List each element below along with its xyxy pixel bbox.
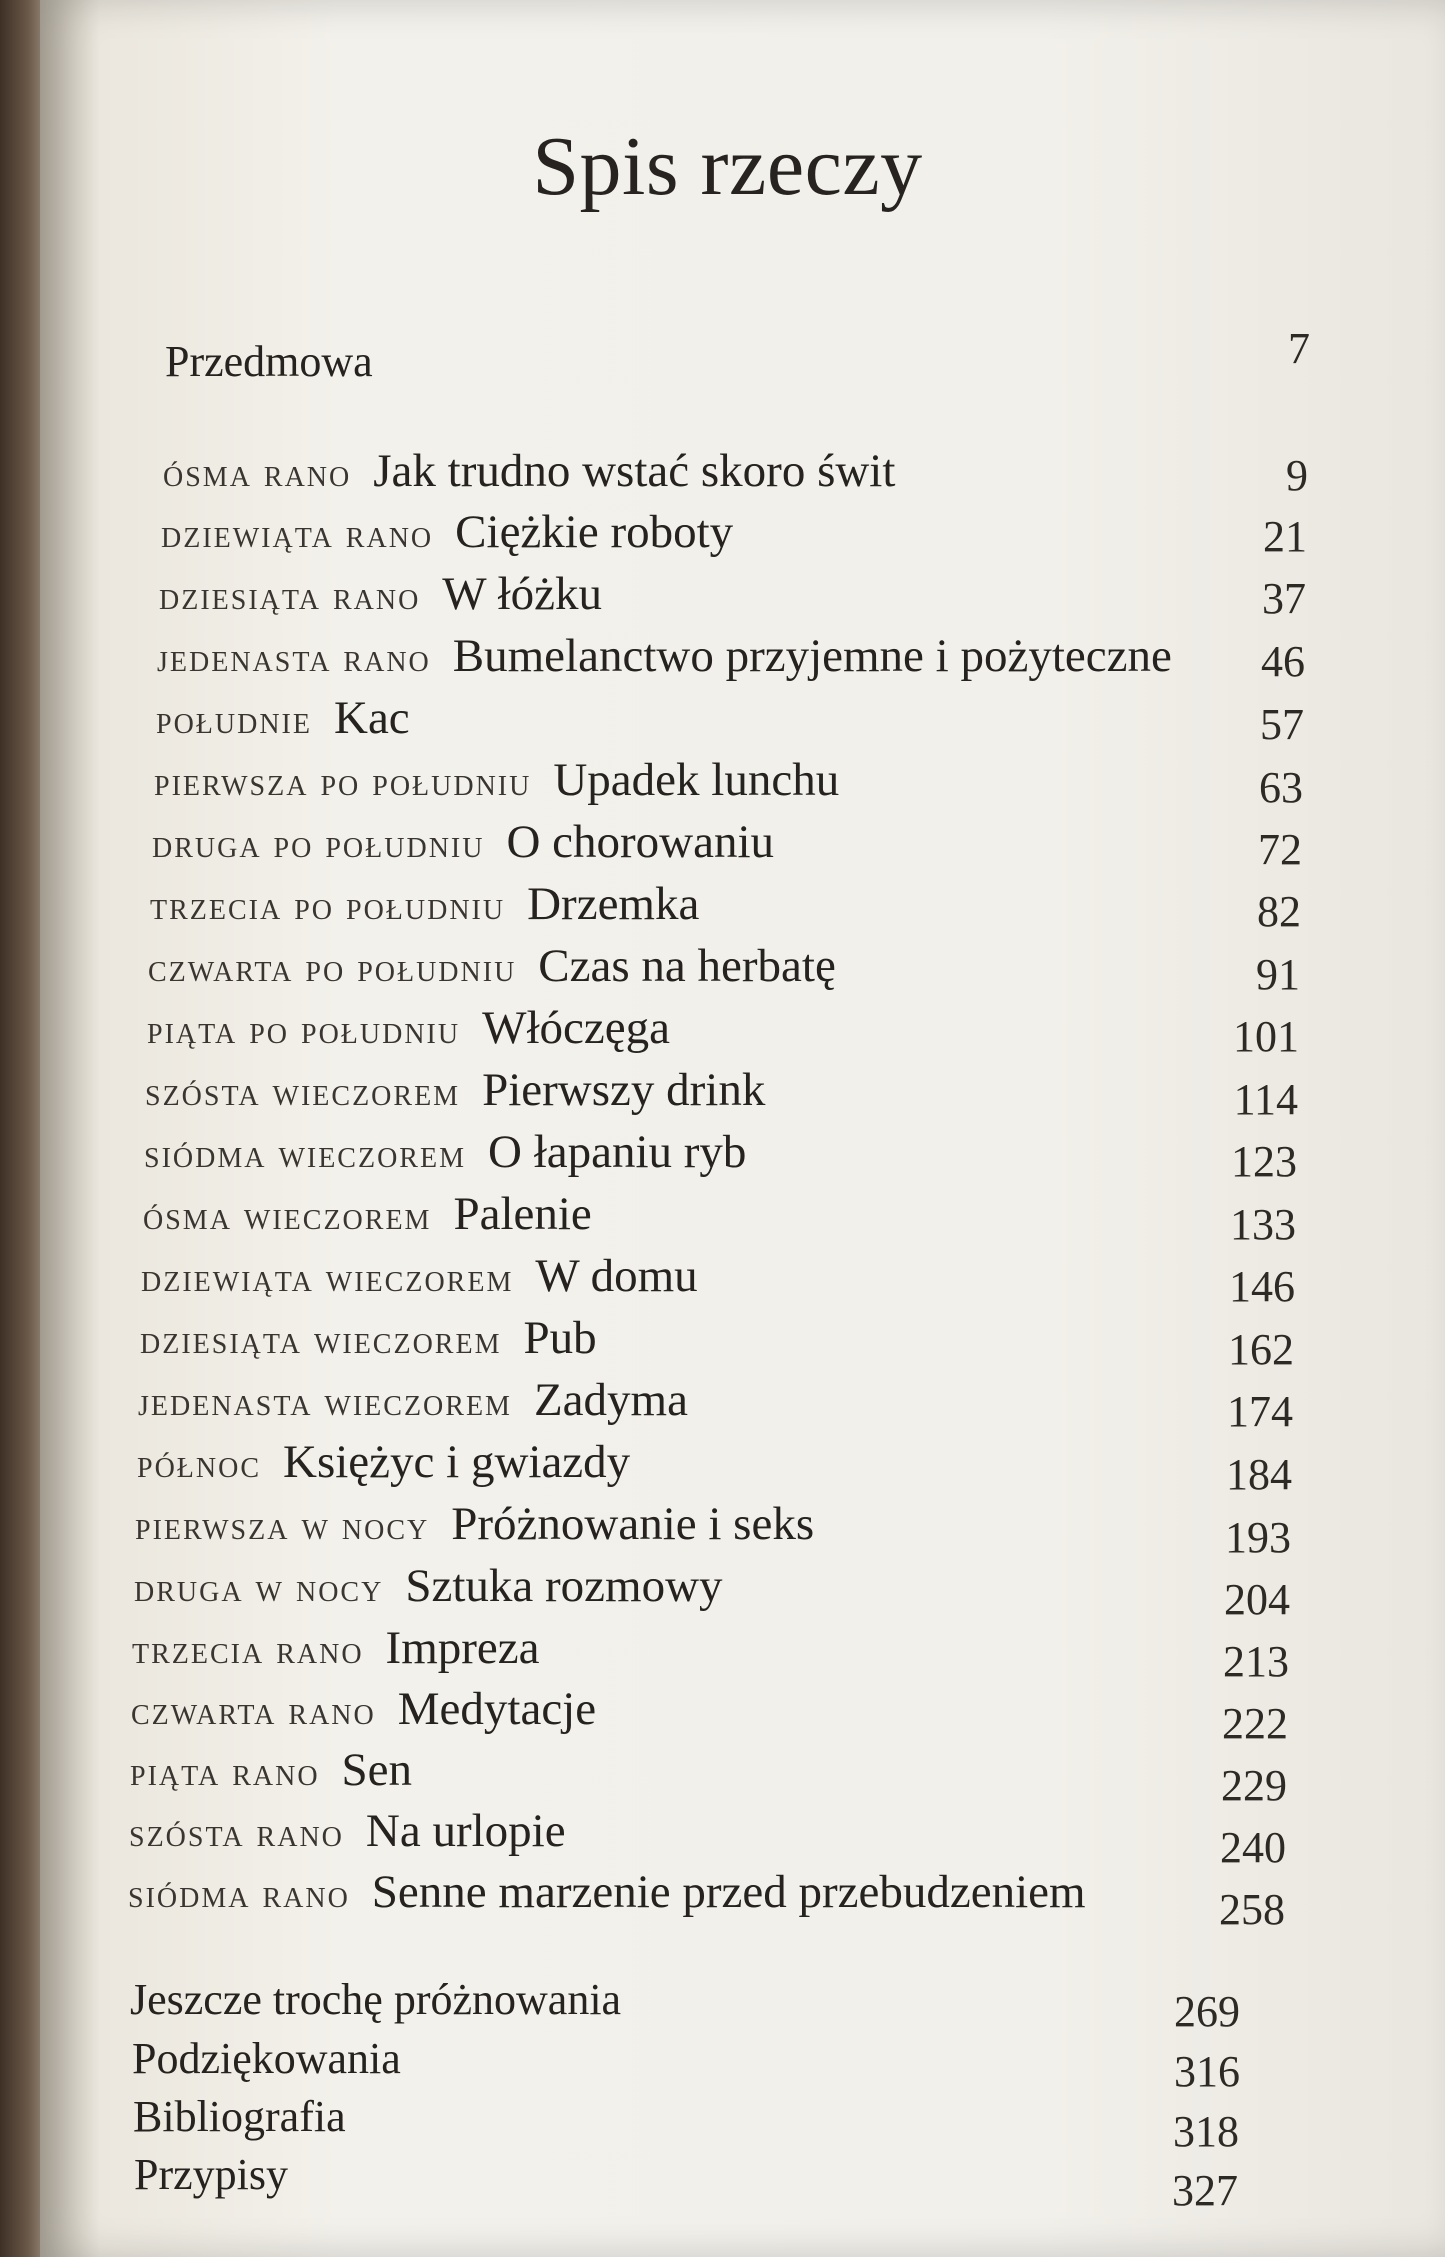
toc-entry-page: 46 bbox=[1261, 637, 1305, 686]
toc-entry-page: 82 bbox=[1257, 887, 1301, 936]
toc-entry-time: czwarta po południu bbox=[148, 945, 517, 990]
toc-entry-title: Na urlopie bbox=[365, 1805, 566, 1857]
toc-entry-title: Sztuka rozmowy bbox=[405, 1560, 723, 1612]
toc-entry-page: 327 bbox=[1172, 2166, 1238, 2215]
toc-entry-page: 133 bbox=[1230, 1200, 1296, 1249]
toc-entry-page: 37 bbox=[1262, 574, 1306, 623]
toc-entry bbox=[147, 1002, 670, 1054]
toc-entry-appendix bbox=[133, 2092, 346, 2141]
toc-entry-title: Pierwszy drink bbox=[482, 1064, 766, 1116]
toc-entry-page: 162 bbox=[1228, 1325, 1294, 1374]
toc-entry-title: Sen bbox=[341, 1744, 413, 1796]
toc-entry-time: południe bbox=[156, 697, 312, 742]
toc-entry bbox=[159, 568, 602, 620]
toc-entry-title: O łapaniu ryb bbox=[488, 1126, 747, 1178]
toc-entry bbox=[161, 506, 734, 558]
toc-entry-title: W domu bbox=[535, 1250, 698, 1302]
toc-entry-title: Czas na herbatę bbox=[538, 940, 836, 992]
toc-entry-title: Przypisy bbox=[134, 2150, 288, 2199]
toc-entry-title: Impreza bbox=[385, 1622, 540, 1674]
toc-entry-title: W łóżku bbox=[442, 568, 602, 620]
toc-entry bbox=[135, 1498, 815, 1550]
toc-entry-time: siódma wieczorem bbox=[144, 1131, 466, 1176]
toc-entry-title: Ciężkie roboty bbox=[455, 506, 734, 558]
toc-entry bbox=[163, 445, 896, 497]
toc-entry-page: 123 bbox=[1231, 1137, 1297, 1186]
toc-entry-time: pierwsza po południu bbox=[154, 759, 532, 804]
toc-entry-time: siódma rano bbox=[128, 1871, 350, 1916]
toc-entry-time: dziesiąta wieczorem bbox=[140, 1317, 502, 1362]
toc-entry bbox=[156, 692, 410, 744]
toc-entry-time: druga w nocy bbox=[134, 1565, 384, 1610]
toc-entry bbox=[145, 1064, 766, 1116]
toc-entry bbox=[154, 754, 840, 806]
toc-entry-title: Włóczęga bbox=[482, 1002, 670, 1054]
toc-entry-appendix bbox=[134, 2150, 288, 2199]
toc-entry bbox=[129, 1805, 566, 1857]
toc-entry-page: 229 bbox=[1221, 1761, 1287, 1810]
toc-entry-page: 146 bbox=[1229, 1262, 1295, 1311]
toc-entry-title: Bibliografia bbox=[133, 2092, 346, 2141]
toc-entry-page: 204 bbox=[1224, 1575, 1290, 1624]
toc-entry-time: czwarta rano bbox=[131, 1688, 376, 1733]
toc-entry-page: 258 bbox=[1219, 1885, 1285, 1934]
toc-entry bbox=[152, 816, 775, 868]
toc-entry-page: 72 bbox=[1258, 825, 1302, 874]
toc-entry-title: Pub bbox=[523, 1312, 597, 1364]
toc-entry-page: 174 bbox=[1227, 1387, 1293, 1436]
toc-entry-preface bbox=[165, 337, 373, 386]
toc-entry bbox=[130, 1744, 413, 1796]
toc-entry-title: Medytacje bbox=[397, 1683, 597, 1735]
toc-entry-time: dziewiąta wieczorem bbox=[141, 1255, 514, 1300]
toc-entry-title: Kac bbox=[334, 692, 410, 744]
toc-entry-title: Bumelanctwo przyjemne i pożyteczne bbox=[452, 630, 1172, 682]
page-title: Spis rzeczy bbox=[532, 120, 923, 213]
toc-entry-time: trzecia po południu bbox=[150, 883, 506, 928]
toc-entry-title: Księżyc i gwiazdy bbox=[283, 1436, 631, 1488]
toc-entry-title: Palenie bbox=[453, 1188, 592, 1240]
toc-entry-page: 114 bbox=[1233, 1075, 1298, 1124]
toc-entry-page: 222 bbox=[1222, 1699, 1288, 1748]
toc-entry-page: 63 bbox=[1259, 763, 1303, 812]
toc-entry-page: 9 bbox=[1286, 451, 1308, 500]
toc-entry-page: 316 bbox=[1174, 2047, 1240, 2096]
toc-entry bbox=[128, 1866, 1086, 1918]
toc-entry bbox=[132, 1622, 540, 1674]
toc-entry-title: Zadyma bbox=[533, 1374, 688, 1426]
toc-entry-time: dziesiąta rano bbox=[159, 573, 421, 618]
toc-entry-page: 184 bbox=[1226, 1450, 1292, 1499]
toc-entry-page: 240 bbox=[1220, 1823, 1286, 1872]
toc-entry-title: O chorowaniu bbox=[506, 816, 775, 868]
toc-entry-page: 101 bbox=[1233, 1012, 1299, 1061]
toc-entry bbox=[144, 1126, 747, 1178]
toc-entry bbox=[150, 878, 700, 930]
toc-entry-page: 193 bbox=[1225, 1513, 1291, 1562]
toc-entry-title: Senne marzenie przed przebudzeniem bbox=[371, 1866, 1086, 1918]
toc-entry-appendix bbox=[130, 1975, 622, 2024]
toc-entry-page: 21 bbox=[1263, 512, 1307, 561]
toc-entry bbox=[140, 1312, 597, 1364]
toc-entry-title: Upadek lunchu bbox=[553, 754, 840, 806]
toc-entry bbox=[137, 1436, 631, 1488]
toc-entry-appendix bbox=[132, 2034, 401, 2083]
toc-entry-time: ósma rano bbox=[163, 450, 352, 495]
toc-entry-page: 91 bbox=[1256, 950, 1300, 999]
toc-entry-time: szósta wieczorem bbox=[145, 1069, 461, 1114]
toc-entry bbox=[134, 1560, 723, 1612]
toc-entry-time: piąta rano bbox=[130, 1749, 320, 1794]
toc-entry-title: Jeszcze trochę próżnowania bbox=[130, 1975, 622, 2024]
toc-entry-page: 7 bbox=[1288, 324, 1310, 373]
toc-entry-time: ósma wieczorem bbox=[143, 1193, 432, 1238]
toc-entry-title: Podziękowania bbox=[132, 2034, 401, 2083]
toc-entry bbox=[157, 630, 1172, 682]
toc-entry-title: Próżnowanie i seks bbox=[451, 1498, 815, 1550]
toc-entry-time: druga po południu bbox=[152, 821, 485, 866]
toc-entry-page: 57 bbox=[1260, 700, 1304, 749]
toc-entry-title: Przedmowa bbox=[165, 337, 373, 386]
toc-entry-time: piąta po południu bbox=[147, 1007, 461, 1052]
toc-entry bbox=[143, 1188, 592, 1240]
toc-entry-time: jedenasta rano bbox=[157, 635, 431, 680]
toc-entry-page: 269 bbox=[1174, 1987, 1240, 2036]
toc-entry-page: 213 bbox=[1223, 1637, 1289, 1686]
toc-entry-time: trzecia rano bbox=[132, 1627, 364, 1672]
toc-entry-time: północ bbox=[137, 1441, 262, 1486]
toc-entry-time: pierwsza w nocy bbox=[135, 1503, 430, 1548]
toc-entry-time: dziewiąta rano bbox=[161, 511, 434, 556]
toc-entry bbox=[141, 1250, 698, 1302]
toc-entry bbox=[148, 940, 836, 992]
toc-entry-time: szósta rano bbox=[129, 1810, 344, 1855]
toc-entry bbox=[131, 1683, 597, 1735]
toc-entry-page: 318 bbox=[1173, 2107, 1239, 2156]
toc-entry-title: Drzemka bbox=[527, 878, 700, 930]
toc-entry-time: jedenasta wieczorem bbox=[138, 1379, 512, 1424]
toc-entry-title: Jak trudno wstać skoro świt bbox=[373, 445, 896, 497]
toc-entry bbox=[138, 1374, 688, 1426]
